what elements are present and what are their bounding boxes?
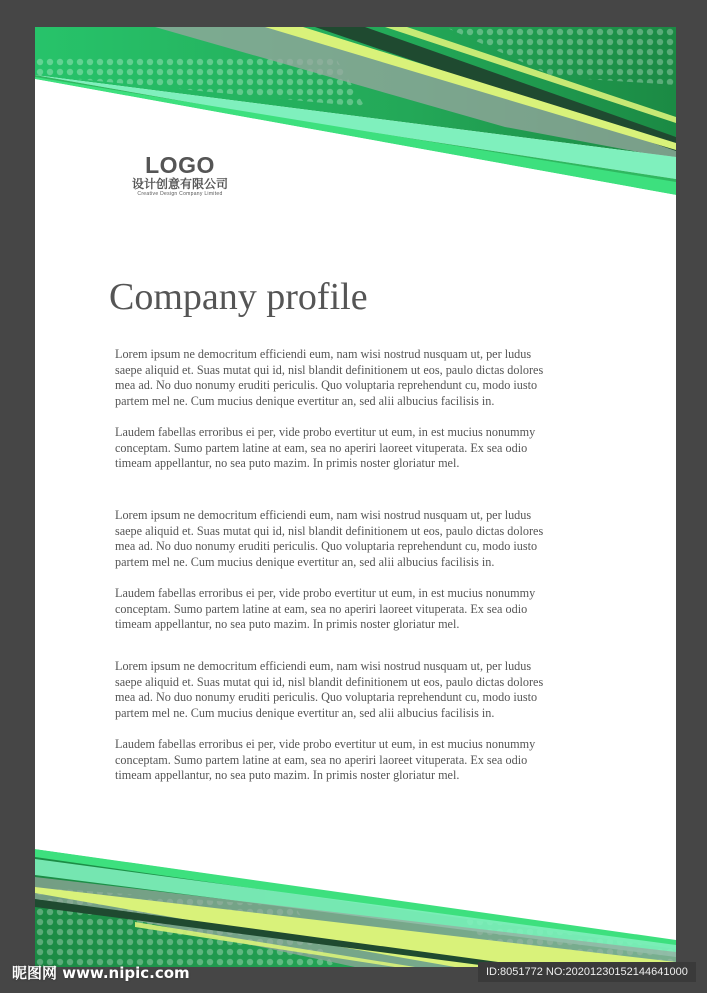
- body-paragraph: Laudem fabellas erroribus ei per, vide probo evertitur ut eum, in est mucius nonummy conceptam. Sumo partem latine at eam, sea no aperiri laoreet vituperata. Ex sea odio timeam appellantur, no sea puto mazim. In primis noster gloriatur mel.: [115, 737, 536, 782]
- page-title: Company profile: [109, 276, 368, 318]
- logo-company-name-cn: 设计创意有限公司: [131, 177, 228, 191]
- site-watermark: 昵图网 www.nipic.com: [12, 964, 190, 982]
- company-logo: [117, 153, 243, 198]
- logo-company-name-en: Creative Design Company Limited: [137, 191, 223, 197]
- body-paragraph: Lorem ipsum ne democritum efficiendi eum, nam wisi nostrud nusquam ut, per ludus saepe aliquid et. Suas mutat qui id, nisl blandit definitionem ut eos, paulo dictas dolores mea ad. No duo nonumy eruditi periculis. Quo voluptaria reprehendunt cu, modo iusto partem mel ne. Cum mucius denique evertitur an, sed alii albucius facilisis in.: [115, 508, 544, 569]
- body-paragraph: Lorem ipsum ne democritum efficiendi eum, nam wisi nostrud nusquam ut, per ludus saepe aliquid et. Suas mutat qui id, nisl blandit definitionem ut eos, paulo dictas dolores mea ad. No duo nonumy eruditi periculis. Quo voluptaria reprehendunt cu, modo iusto partem mel ne. Cum mucius denique evertitur an, sed alii albucius facilisis in.: [115, 659, 544, 720]
- body-paragraph: Laudem fabellas erroribus ei per, vide probo evertitur ut eum, in est mucius nonummy conceptam. Sumo partem latine at eam, sea no aperiri laoreet vituperata. Ex sea odio timeam appellantur, no sea puto mazim. In primis noster gloriatur mel.: [115, 586, 536, 631]
- body-paragraph: Lorem ipsum ne democritum efficiendi eum, nam wisi nostrud nusquam ut, per ludus saepe aliquid et. Suas mutat qui id, nisl blandit definitionem ut eos, paulo dictas dolores mea ad. No duo nonumy eruditi periculis. Quo voluptaria reprehendunt cu, modo iusto partem mel ne. Cum mucius denique evertitur an, sed alii albucius facilisis in.: [115, 347, 544, 408]
- logo-wordmark: LOGO: [145, 152, 215, 178]
- body-paragraph: Laudem fabellas erroribus ei per, vide probo evertitur ut eum, in est mucius nonummy conceptam. Sumo partem latine at eam, sea no aperiri laoreet vituperata. Ex sea odio timeam appellantur, no sea puto mazim. In primis noster gloriatur mel.: [115, 425, 536, 470]
- letterhead-page: [35, 27, 676, 967]
- image-id-watermark: ID:8051772 NO:20201230152144641000: [478, 962, 696, 982]
